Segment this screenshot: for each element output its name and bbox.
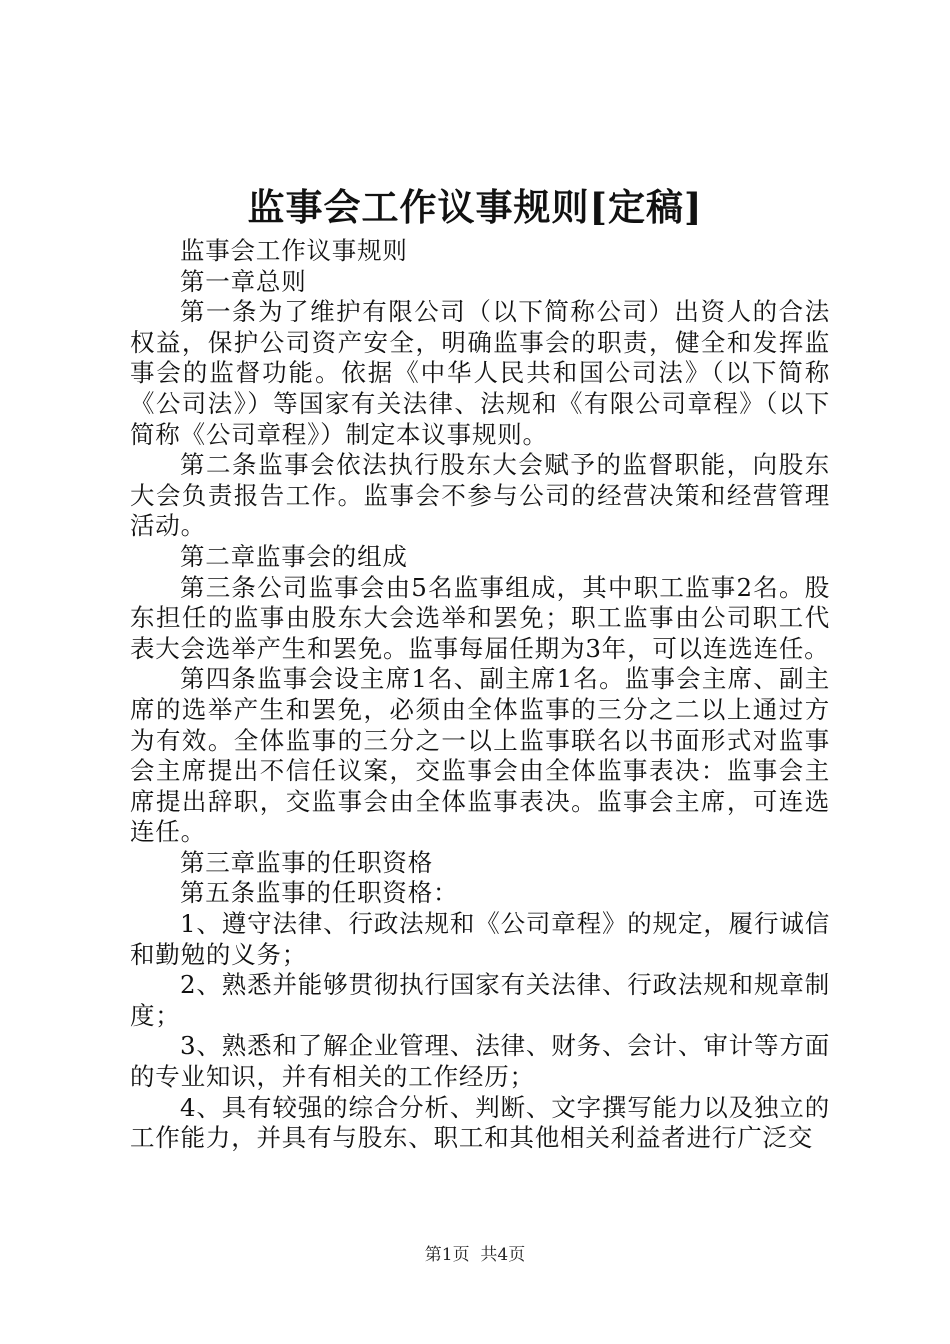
page-footer xyxy=(0,1244,950,1266)
paragraph-article-4: 第四条监事会设主席1名、副主席1名。监事会主席、副主席的选举产生和罢免，必须由全体监事的三分之二以上通过方为有效。全体监事的三分之一以上监事联名以书面形式对监事会主席提出不信任议案，交监事会由全体监事表决：监事会主席提出辞职，交监事会由全体监事表决。监事会主席，可连选连任。 xyxy=(130,664,830,847)
paragraph-article-2: 第二条监事会依法执行股东大会赋予的监督职能，向股东大会负责报告工作。监事会不参与公司的经营决策和经营管理活动。 xyxy=(130,450,830,541)
paragraph-article-3: 第三条公司监事会由5名监事组成，其中职工监事2名。股东担任的监事由股东大会选举和罢免；职工监事由公司职工代表大会选举产生和罢免。监事每届任期为3年，可以连选连任。 xyxy=(130,572,830,663)
list-item-1: 1、遵守法律、行政法规和《公司章程》的规定，履行诚信和勤勉的义务； xyxy=(130,909,830,969)
paragraph-subtitle: 监事会工作议事规则 xyxy=(180,236,408,265)
list-item-2: 2、熟悉并能够贯彻执行国家有关法律、行政法规和规章制度； xyxy=(130,970,830,1030)
paragraph-chapter-1: 第一章总则 xyxy=(180,266,307,296)
paragraph-chapter-3: 第三章监事的任职资格 xyxy=(180,847,433,877)
paragraph-article-1: 第一条为了维护有限公司（以下简称公司）出资人的合法权益，保护公司资产安全，明确监事会的职责，健全和发挥监事会的监督功能。依据《中华人民共和国公司法》（以下简称《公司法》）等国家有关法律、法规和《有限公司章程》（以下简称《公司章程》）制定本议事规则。 xyxy=(130,297,830,449)
list-item-4: 4、具有较强的综合分析、判断、文字撰写能力以及独立的工作能力，并具有与股东、职工和其他相关利益者进行广泛交 xyxy=(130,1092,830,1153)
page-total: 共4页 xyxy=(480,1245,526,1265)
document-body xyxy=(130,236,830,1154)
list-item-3: 3、熟悉和了解企业管理、法律、财务、会计、审计等方面的专业知识，并有相关的工作经历； xyxy=(130,1031,830,1092)
paragraph-chapter-2: 第二章监事会的组成 xyxy=(180,541,408,571)
page-number: 第1页 xyxy=(424,1245,470,1265)
paragraph-article-5: 第五条监事的任职资格： xyxy=(180,878,459,908)
document-title: 监事会工作议事规则[定稿] xyxy=(247,185,703,229)
